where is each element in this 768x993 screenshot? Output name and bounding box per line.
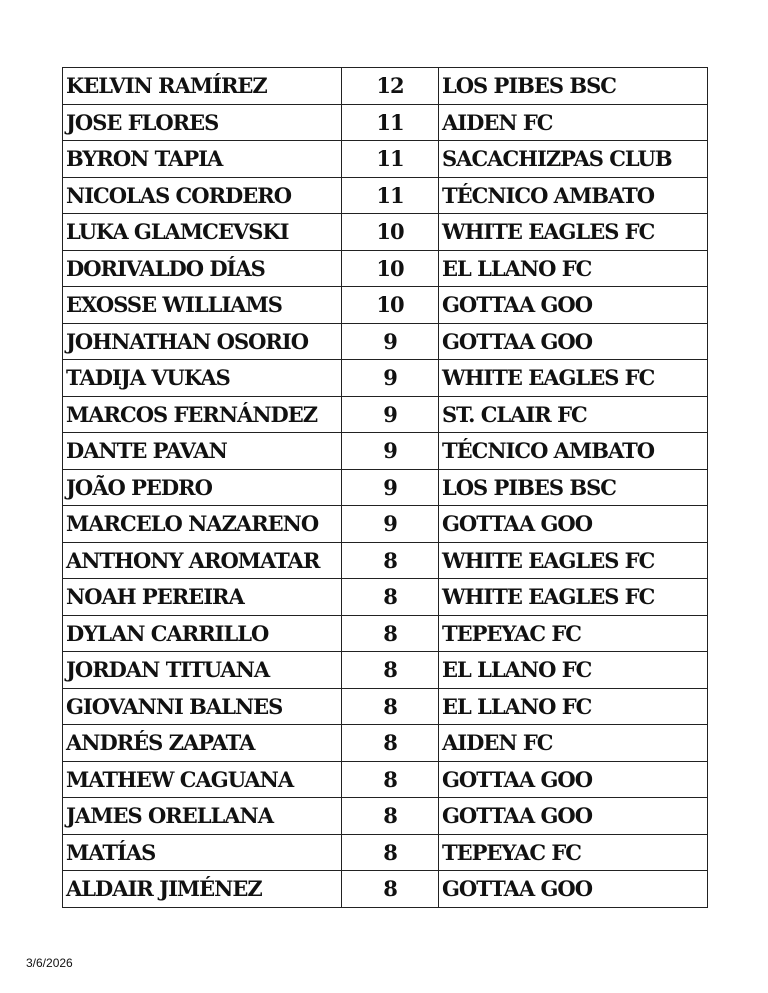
player-name-cell: ANDRÉS ZAPATA bbox=[63, 725, 342, 762]
goals-cell: 8 bbox=[342, 579, 439, 616]
table-row bbox=[63, 469, 708, 506]
table-row bbox=[63, 214, 708, 251]
table-row bbox=[63, 360, 708, 397]
team-name-cell: WHITE EAGLES FC bbox=[439, 360, 708, 397]
team-name-cell: EL LLANO FC bbox=[439, 688, 708, 725]
goals-cell: 9 bbox=[342, 323, 439, 360]
table-row bbox=[63, 141, 708, 178]
goals-cell: 11 bbox=[342, 104, 439, 141]
goals-cell: 9 bbox=[342, 396, 439, 433]
scorers-table bbox=[62, 67, 708, 908]
team-name-cell: EL LLANO FC bbox=[439, 250, 708, 287]
goals-cell: 10 bbox=[342, 250, 439, 287]
goals-cell: 8 bbox=[342, 542, 439, 579]
team-name-cell: WHITE EAGLES FC bbox=[439, 542, 708, 579]
table-row bbox=[63, 177, 708, 214]
player-name-cell: NICOLAS CORDERO bbox=[63, 177, 342, 214]
player-name-cell: MATÍAS bbox=[63, 834, 342, 871]
table-row bbox=[63, 834, 708, 871]
team-name-cell: AIDEN FC bbox=[439, 104, 708, 141]
player-name-cell: LUKA GLAMCEVSKI bbox=[63, 214, 342, 251]
player-name-cell: JOSE FLORES bbox=[63, 104, 342, 141]
table-row bbox=[63, 287, 708, 324]
team-name-cell: GOTTAA GOO bbox=[439, 798, 708, 835]
table-row bbox=[63, 615, 708, 652]
player-name-cell: ANTHONY AROMATAR bbox=[63, 542, 342, 579]
team-name-cell: TEPEYAC FC bbox=[439, 834, 708, 871]
team-name-cell: AIDEN FC bbox=[439, 725, 708, 762]
goals-cell: 8 bbox=[342, 615, 439, 652]
table-row bbox=[63, 506, 708, 543]
table-row bbox=[63, 579, 708, 616]
goals-cell: 8 bbox=[342, 761, 439, 798]
player-name-cell: JOHNATHAN OSORIO bbox=[63, 323, 342, 360]
team-name-cell: TEPEYAC FC bbox=[439, 615, 708, 652]
team-name-cell: GOTTAA GOO bbox=[439, 761, 708, 798]
player-name-cell: DORIVALDO DÍAS bbox=[63, 250, 342, 287]
goals-cell: 10 bbox=[342, 287, 439, 324]
goals-cell: 9 bbox=[342, 433, 439, 470]
table-row bbox=[63, 652, 708, 689]
team-name-cell: ST. CLAIR FC bbox=[439, 396, 708, 433]
table-row bbox=[63, 104, 708, 141]
player-name-cell: MARCELO NAZARENO bbox=[63, 506, 342, 543]
player-name-cell: JOÃO PEDRO bbox=[63, 469, 342, 506]
goals-cell: 8 bbox=[342, 652, 439, 689]
player-name-cell: TADIJA VUKAS bbox=[63, 360, 342, 397]
player-name-cell: DYLAN CARRILLO bbox=[63, 615, 342, 652]
player-name-cell: MARCOS FERNÁNDEZ bbox=[63, 396, 342, 433]
player-name-cell: ALDAIR JIMÉNEZ bbox=[63, 871, 342, 908]
team-name-cell: GOTTAA GOO bbox=[439, 871, 708, 908]
table-row bbox=[63, 542, 708, 579]
table-row bbox=[63, 871, 708, 908]
table-row bbox=[63, 433, 708, 470]
goals-cell: 11 bbox=[342, 177, 439, 214]
team-name-cell: LOS PIBES BSC bbox=[439, 68, 708, 105]
team-name-cell: EL LLANO FC bbox=[439, 652, 708, 689]
player-name-cell: KELVIN RAMÍREZ bbox=[63, 68, 342, 105]
goals-cell: 8 bbox=[342, 834, 439, 871]
goals-cell: 9 bbox=[342, 469, 439, 506]
team-name-cell: WHITE EAGLES FC bbox=[439, 579, 708, 616]
player-name-cell: GIOVANNI BALNES bbox=[63, 688, 342, 725]
team-name-cell: TÉCNICO AMBATO bbox=[439, 177, 708, 214]
footer-date: 3/6/2026 bbox=[26, 956, 73, 970]
table-row bbox=[63, 396, 708, 433]
goals-cell: 8 bbox=[342, 725, 439, 762]
team-name-cell: TÉCNICO AMBATO bbox=[439, 433, 708, 470]
goals-cell: 8 bbox=[342, 798, 439, 835]
table-row bbox=[63, 761, 708, 798]
goals-cell: 9 bbox=[342, 506, 439, 543]
goals-cell: 9 bbox=[342, 360, 439, 397]
player-name-cell: DANTE PAVAN bbox=[63, 433, 342, 470]
table-row bbox=[63, 688, 708, 725]
team-name-cell: LOS PIBES BSC bbox=[439, 469, 708, 506]
table-row bbox=[63, 250, 708, 287]
table-row bbox=[63, 68, 708, 105]
team-name-cell: WHITE EAGLES FC bbox=[439, 214, 708, 251]
team-name-cell: GOTTAA GOO bbox=[439, 287, 708, 324]
player-name-cell: EXOSSE WILLIAMS bbox=[63, 287, 342, 324]
player-name-cell: JAMES ORELLANA bbox=[63, 798, 342, 835]
player-name-cell: MATHEW CAGUANA bbox=[63, 761, 342, 798]
scorers-table-body bbox=[63, 68, 708, 908]
player-name-cell: JORDAN TITUANA bbox=[63, 652, 342, 689]
goals-cell: 11 bbox=[342, 141, 439, 178]
player-name-cell: NOAH PEREIRA bbox=[63, 579, 342, 616]
goals-cell: 10 bbox=[342, 214, 439, 251]
table-row bbox=[63, 725, 708, 762]
goals-cell: 8 bbox=[342, 871, 439, 908]
table-row bbox=[63, 323, 708, 360]
team-name-cell: GOTTAA GOO bbox=[439, 323, 708, 360]
team-name-cell: GOTTAA GOO bbox=[439, 506, 708, 543]
goals-cell: 8 bbox=[342, 688, 439, 725]
player-name-cell: BYRON TAPIA bbox=[63, 141, 342, 178]
table-row bbox=[63, 798, 708, 835]
team-name-cell: SACACHIZPAS CLUB bbox=[439, 141, 708, 178]
goals-cell: 12 bbox=[342, 68, 439, 105]
